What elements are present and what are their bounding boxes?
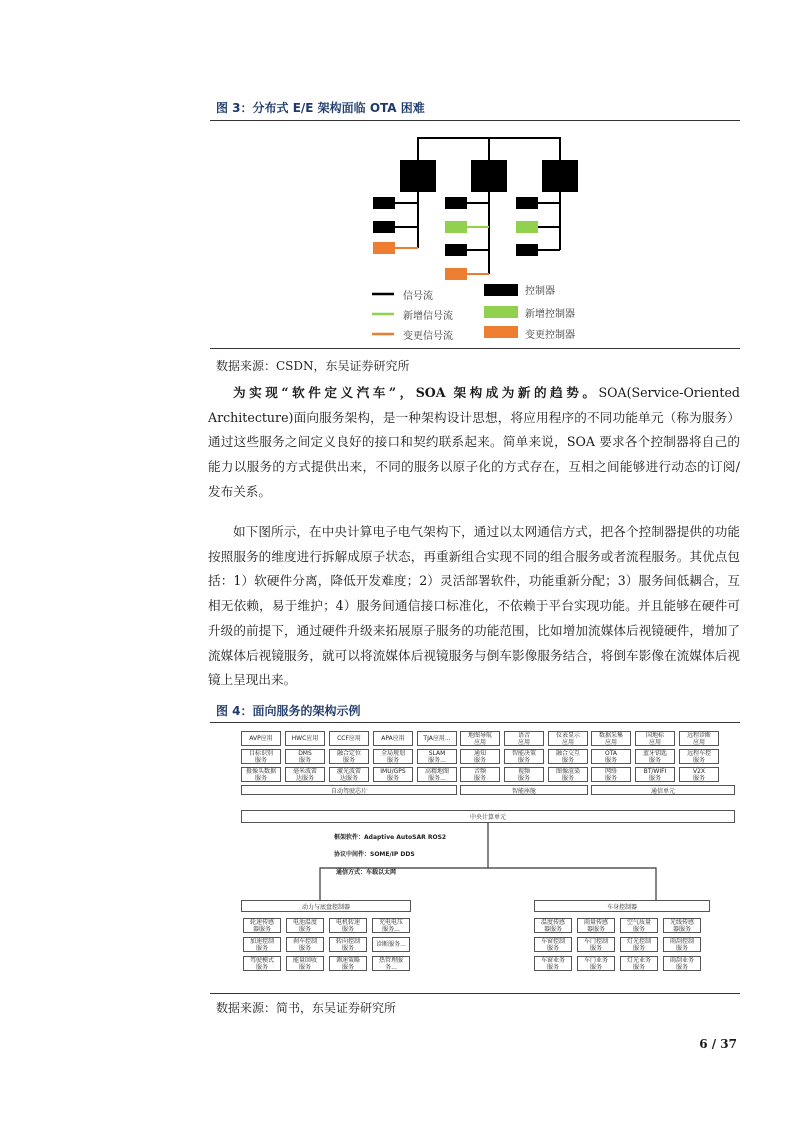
service-cell: DMS 服务 <box>285 749 325 764</box>
service-cell: APA应用 <box>373 731 413 746</box>
service-cell: 通知 服务 <box>460 749 500 764</box>
autonomous-driving-chip: 自动驾驶芯片 <box>241 785 457 795</box>
service-cell: 音频 服务 <box>460 767 500 782</box>
soa-diagram <box>238 728 738 990</box>
service-cell: 诊断服务... <box>372 937 410 952</box>
central-controller-left <box>400 160 436 192</box>
figure3-legend <box>360 280 620 345</box>
framework-label: 框架软件：Adaptive AutoSAR ROS2 <box>334 834 447 841</box>
service-cell: 空气质量 服务 <box>620 918 658 933</box>
service-cell: 蓝牙钥匙 服务 <box>635 749 675 764</box>
service-cell: 加速控制 服务 <box>243 937 281 952</box>
service-cell: 语音 应用 <box>504 731 544 746</box>
service-cell: 融合交互 服务 <box>548 749 588 764</box>
service-cell: BT/WIFI 服务 <box>635 767 675 782</box>
service-cell: 国地标 应用 <box>635 731 675 746</box>
service-cell: 热管理服 务... <box>372 956 410 971</box>
legend-changed-signal-flow: 变更信号流 <box>403 331 453 342</box>
legend-new-signal-flow: 新增信号流 <box>403 311 453 322</box>
smart-cockpit: 智能座舱 <box>460 785 588 795</box>
figure4-bottom-rule <box>210 993 740 994</box>
service-cell: 电机转速 服务 <box>329 918 367 933</box>
service-cell: TJA应用... <box>417 731 457 746</box>
service-cell: 雨刮业务 服务 <box>663 956 701 971</box>
service-cell: 智能决策 服务 <box>504 749 544 764</box>
service-cell: 高精地图 服务... <box>417 767 457 782</box>
service-cell: 毫米波雷 达服务 <box>285 767 325 782</box>
service-cell: 网络 服务 <box>591 767 631 782</box>
paragraph-1-lead: 为实现“软件定义汽车”，SOA 架构成为新的趋势。 <box>233 385 599 400</box>
communication-unit: 通信单元 <box>591 785 735 795</box>
service-cell: HWC应用 <box>285 731 325 746</box>
legend-controller: 控制器 <box>525 286 555 297</box>
service-cell: 目标识别 服务 <box>241 749 281 764</box>
service-cell: SLAM 服务... <box>417 749 457 764</box>
service-cell: 光线传感 器服务 <box>663 918 701 933</box>
service-cell: 调速策略 服务 <box>329 956 367 971</box>
service-cell: 车窗控制 服务 <box>534 937 572 952</box>
service-cell: 充电电压 服务... <box>372 918 410 933</box>
service-cell: 温度传感 器服务 <box>534 918 572 933</box>
service-cell: 图像渲染 服务 <box>548 767 588 782</box>
middleware-label: 协议中间件：SOME/IP DDS <box>334 851 415 858</box>
figure3-bottom-rule <box>210 348 740 349</box>
body-controller: 车身控制器 <box>534 900 710 912</box>
legend-signal-flow: 信号流 <box>403 291 433 302</box>
service-cell: 雨刮控制 服务 <box>663 937 701 952</box>
comm-label: 通信方式：车载以太网 <box>336 869 397 876</box>
service-cell: 雨量传感 器服务 <box>577 918 615 933</box>
central-controller-right <box>542 160 578 192</box>
service-cell: 刹车控制 服务 <box>286 937 324 952</box>
service-cell: 灯光控制 服务 <box>620 937 658 952</box>
figure3-top-rule <box>210 120 740 121</box>
service-cell: 车窗业务 服务 <box>534 956 572 971</box>
service-cell: 融合定位 服务 <box>329 749 369 764</box>
paragraph-1-body: SOA(Service-Oriented Architecture)面向服务架构，是一种架构设计思想，将应用程序的不同功能单元（称为服务）通过这些服务之间定义良好的接口和契约联系起来。简单来说，SOA 要求各个控制器将自己的能力以服务的方式提供出来，不同的服务以原子化的方式存在，互相之间能够进行动态的订阅/发布关系。 <box>208 385 740 499</box>
figure4-title: 图 4：面向服务的架构示例 <box>216 704 361 718</box>
figure3-title: 图 3：分布式 E/E 架构面临 OTA 困难 <box>216 101 425 115</box>
page-number: 6 / 37 <box>699 1037 737 1051</box>
paragraph-2 <box>208 520 740 693</box>
service-cell: 转向控制 服务 <box>329 937 367 952</box>
figure3-source: 数据来源：CSDN，东吴证券研究所 <box>216 359 410 373</box>
paragraph-1 <box>208 381 740 505</box>
service-cell: 灯光业务 服务 <box>620 956 658 971</box>
service-cell: 车门业务 服务 <box>577 956 615 971</box>
service-cell: IMU/GPS 服务 <box>373 767 413 782</box>
service-cell: 车门控制 服务 <box>577 937 615 952</box>
service-cell: V2X 服务 <box>679 767 719 782</box>
paragraph-2-body: 如下图所示，在中央计算电子电气架构下，通过以太网通信方式，把各个控制器提供的功能按照服务的维度进行拆解成原子状态，再重新组合实现不同的组合服务或者流程服务。其优点包括：1）软硬件分离，降低开发难度；2）灵活部署软件，功能重新分配；3）服务间低耦合，互相无依赖，易于维护；4）服务间通信接口标准化，不依赖于平台实现功能。并且能够在硬件可升级的前提下，通过硬件升级来拓展原子服务的功能范围，比如增加流媒体后视镜硬件，增加了流媒体后视镜服务，就可以将流媒体后视镜服务与倒车影像服务结合，将倒车影像在流媒体后视镜上呈现出来。 <box>208 524 740 688</box>
power-chassis-controller: 动力与底盘控制器 <box>241 900 411 912</box>
figure4-top-rule <box>210 722 740 723</box>
service-cell: 能量回收 服务 <box>286 956 324 971</box>
service-cell: 远程车控 服务 <box>679 749 719 764</box>
service-cell: AVP应用 <box>241 731 281 746</box>
service-cell: 驾驶模式 服务 <box>243 956 281 971</box>
service-cell: 视频 服务 <box>504 767 544 782</box>
service-cell: CCF应用 <box>329 731 369 746</box>
legend-new-controller: 新增控制器 <box>525 309 575 320</box>
central-controller-middle <box>471 160 507 192</box>
service-cell: 电池温度 服务 <box>286 918 324 933</box>
service-cell: 地图导航 应用 <box>460 731 500 746</box>
legend-changed-controller: 变更控制器 <box>525 330 575 341</box>
central-compute-unit: 中央计算单元 <box>241 810 735 823</box>
service-cell: 远程诊断 应用 <box>679 731 719 746</box>
service-cell: 激光波雷 达服务 <box>329 767 369 782</box>
service-cell: 轮速传感 器服务 <box>243 918 281 933</box>
service-cell: 数据采集 应用 <box>591 731 631 746</box>
service-cell: OTA 服务 <box>591 749 631 764</box>
service-cell: 全局规划 服务 <box>373 749 413 764</box>
service-cell: 仪表显示 应用 <box>548 731 588 746</box>
service-cell: 摄像头数据 服务 <box>241 767 281 782</box>
figure4-source: 数据来源：简书，东吴证券研究所 <box>216 1001 397 1015</box>
